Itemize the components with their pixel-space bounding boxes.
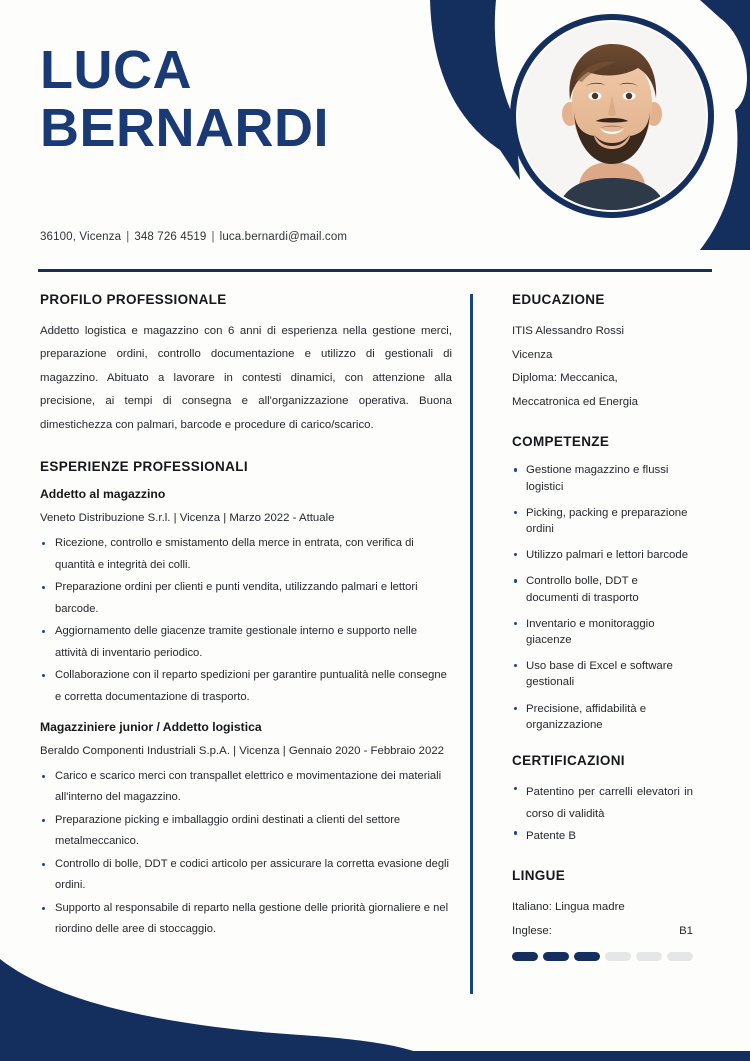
- contact-email[interactable]: luca.bernardi@mail.com: [219, 231, 348, 243]
- certification-item: Patente B: [512, 825, 693, 847]
- first-name: LUCA: [40, 40, 192, 100]
- header-divider: [38, 269, 712, 272]
- main-column: [0, 292, 470, 994]
- profile-photo-illustration: [518, 22, 706, 210]
- job-bullet: Preparazione ordini per clienti e punti vendita, utilizzando palmari e lettori barcode.: [40, 577, 452, 620]
- contact-info: [40, 231, 347, 243]
- language-second-label: Inglese:: [512, 924, 552, 937]
- experience-item: [40, 487, 452, 708]
- experience-item: [40, 720, 452, 941]
- education-line: Meccatronica ed Energia: [512, 395, 638, 408]
- language-level-bar: [605, 952, 631, 961]
- job-title: Magazziniere junior / Addetto logistica: [40, 720, 262, 735]
- section-heading-experience: ESPERIENZE PROFESSIONALI: [40, 459, 248, 475]
- job-bullet: Collaborazione con il reparto spedizioni per garantire puntualità nelle consegne e corretta documentazione di trasporto.: [40, 665, 452, 708]
- skill-item: Controllo bolle, DDT e documenti di trasporto: [512, 573, 693, 605]
- section-heading-certifications: CERTIFICAZIONI: [512, 752, 625, 768]
- job-bullet: Supporto al responsabile di reparto nella gestione delle priorità giornaliere e nel riordino delle aree di stoccaggio.: [40, 898, 452, 941]
- job-bullets: [40, 533, 452, 708]
- contact-separator-1: |: [126, 231, 130, 243]
- language-level-bar: [667, 952, 693, 961]
- sidebar-column: [473, 292, 713, 994]
- resume-header: [0, 0, 750, 250]
- skills-list: [512, 462, 693, 732]
- job-bullet: Ricezione, controllo e smistamento della merce in entrata, con verifica di quantità e integrità dei colli.: [40, 533, 452, 576]
- job-bullets: [40, 766, 452, 941]
- job-meta: Beraldo Componenti Industriali S.p.A. | Vicenza | Gennaio 2020 - Febbraio 2022: [40, 745, 444, 758]
- profile-summary: Addetto logistica e magazzino con 6 anni di esperienza nella gestione merci, preparazione ordini, controllo documentazione e utilizzo di gestionali di magazzino. Abituato a lavorare in contesti dinamici, con attenzione alla precisione, ai tempi di consegna e all'organizzazione operativa. Buona dimestichezza con palmari, barcode e procedure di carico/scarico.: [40, 325, 452, 431]
- section-heading-skills: COMPETENZE: [512, 434, 610, 450]
- language-second-level: B1: [679, 924, 693, 937]
- skill-item: Precisione, affidabilità e organizzazione: [512, 701, 693, 733]
- language-second: [512, 920, 693, 944]
- skill-item: Inventario e monitoraggio giacenze: [512, 616, 693, 648]
- skill-item: Uso base di Excel e software gestionali: [512, 658, 693, 690]
- candidate-name: [40, 42, 480, 158]
- skill-item: Picking, packing e preparazione ordini: [512, 505, 693, 537]
- language-level-meter: [512, 952, 693, 961]
- contact-location: 36100, Vicenza: [40, 231, 122, 243]
- education-line: ITIS Alessandro Rossi: [512, 325, 625, 337]
- certifications-list: [512, 781, 693, 848]
- language-level-bar: [543, 952, 569, 961]
- section-heading-profile: PROFILO PROFESSIONALE: [40, 292, 227, 307]
- language-native: Italiano: Lingua madre: [512, 900, 625, 913]
- avatar: [518, 22, 706, 210]
- skill-item: Utilizzo palmari e lettori barcode: [512, 547, 693, 563]
- certification-item: Patentino per carrelli elevatori in corso di validità: [512, 781, 693, 825]
- language-level-bar: [574, 952, 600, 961]
- language-level-bar: [636, 952, 662, 961]
- job-bullet: Preparazione picking e imballaggio ordini destinati a clienti del settore metalmeccanico.: [40, 810, 452, 853]
- skill-item: Gestione magazzino e flussi logistici: [512, 462, 693, 494]
- language-level-bar: [512, 952, 538, 961]
- job-title: Addetto al magazzino: [40, 487, 166, 502]
- job-bullet: Carico e scarico merci con transpallet elettrico e movimentazione dei materiali all'interno del magazzino.: [40, 766, 452, 809]
- section-heading-languages: LINGUE: [512, 867, 566, 883]
- job-meta: Veneto Distribuzione S.r.l. | Vicenza | Marzo 2022 - Attuale: [40, 512, 335, 525]
- job-bullet: Controllo di bolle, DDT e codici articolo per assicurare la corretta evasione degli ordini.: [40, 854, 452, 897]
- education-line: Diploma: Meccanica,: [512, 372, 618, 385]
- last-name: BERNARDI: [40, 97, 330, 158]
- job-bullet: Aggiornamento delle giacenze tramite gestionale interno e supporto nelle attività di inventario periodico.: [40, 621, 452, 664]
- contact-phone: 348 726 4519: [134, 231, 207, 243]
- resume-body: [0, 292, 750, 994]
- education-line: Vicenza: [512, 348, 553, 361]
- contact-separator-2: |: [211, 231, 215, 243]
- section-heading-education: EDUCAZIONE: [512, 292, 605, 307]
